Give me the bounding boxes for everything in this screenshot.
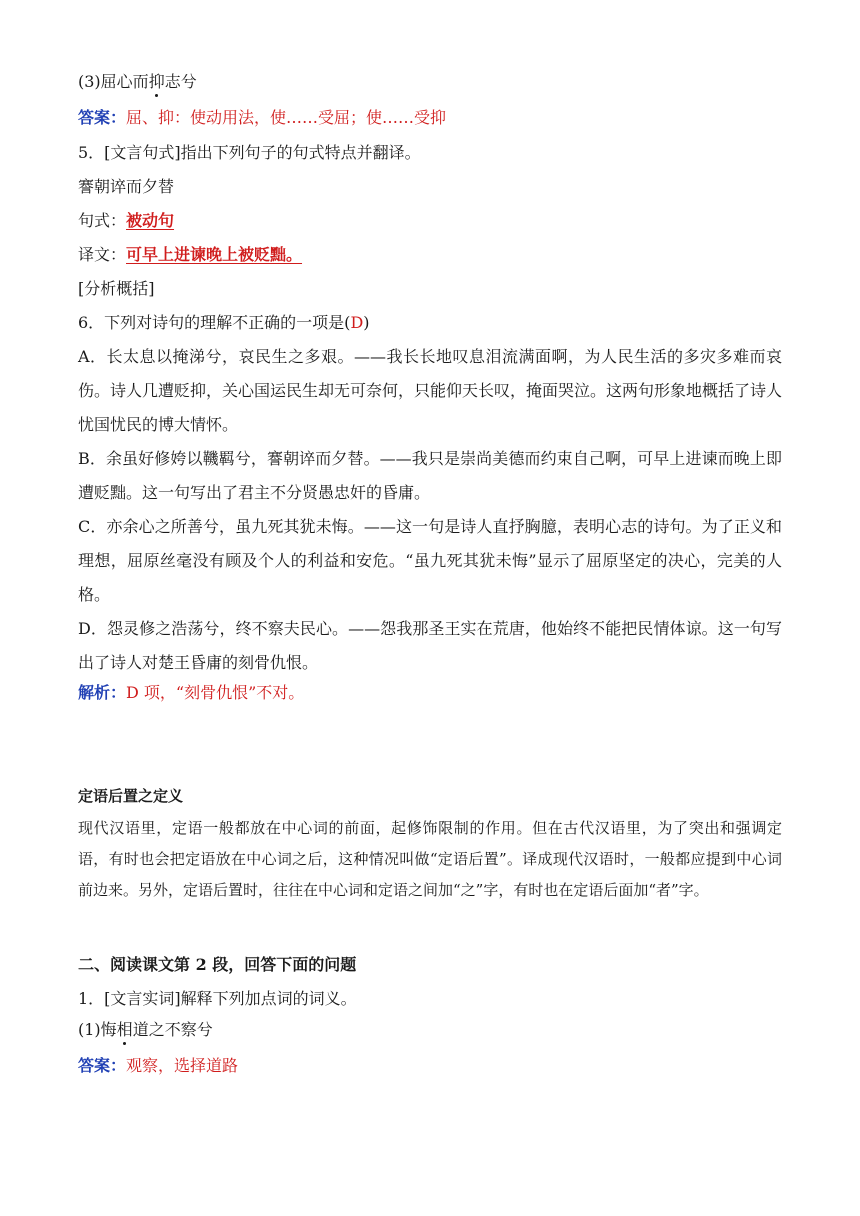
- section2-title: 二、阅读课文第 2 段，回答下面的问题: [78, 955, 357, 974]
- q6-option-c: C．亦余心之所善兮，虽九死其犹未悔。——这一句是诗人直抒胸臆，表明心志的诗句。为了正义和理想，屈原丝毫没有顾及个人的利益和安危。“虽九死其犹未悔”显示了屈原坚定的决心，完美的人格。: [78, 517, 782, 604]
- q3-item-before: 屈心而: [100, 72, 149, 91]
- section2-q1-title: 1．[文言实词]解释下列加点词的词义。: [78, 989, 357, 1008]
- q6-stem: [78, 313, 370, 333]
- answer-label: 答案：: [78, 1056, 127, 1075]
- q5-type-answer: 被动句: [126, 211, 175, 230]
- section2-item-after: 道之不察兮: [132, 1020, 213, 1039]
- q6-option-d: D．怨灵修之浩荡兮，终不察夫民心。——怨我那圣王实在荒唐，他始终不能把民情体谅。这一句写出了诗人对楚王昏庸的刻骨仇恨。: [78, 619, 782, 672]
- q6-answer: D: [350, 313, 364, 332]
- section2-item-dotted-word: 相: [116, 1020, 133, 1039]
- q5-title: 5．[文言句式]指出下列句子的句式特点并翻译。: [78, 143, 421, 162]
- answer-text: 观察，选择道路: [126, 1056, 239, 1075]
- answer-label: 答案：: [78, 108, 127, 127]
- q5-type-label: 句式：: [78, 211, 127, 230]
- section-analysis-heading: [分析概括]: [78, 279, 155, 298]
- section2-item-prefix: (1)悔: [78, 1020, 117, 1039]
- q6-analysis: [78, 683, 304, 703]
- q3-item-after: 志兮: [164, 72, 197, 91]
- analysis-text: D 项，“刻骨仇恨”不对。: [126, 683, 305, 702]
- section2-item: [78, 1020, 213, 1040]
- q5-type: [78, 211, 174, 231]
- q3-answer: [78, 108, 446, 128]
- q6-stem-end: ): [363, 313, 370, 332]
- q3-item: [78, 72, 197, 92]
- q6-option-a: A．长太息以掩涕兮，哀民生之多艰。——我长长地叹息泪流满面啊，为人民生活的多灾多难而哀伤。诗人几遭贬抑，关心国运民生却无可奈何，只能仰天长叹，掩面哭泣。这两句形象地概括了诗人忧国忧民的博大情怀。: [78, 347, 783, 434]
- q6-stem-text: 6．下列对诗句的理解不正确的一项是(: [78, 313, 351, 332]
- q5-translation: [78, 245, 302, 265]
- q5-translation-answer: 可早上进谏晚上被贬黜。: [126, 245, 303, 264]
- q3-item-dotted-word: 抑: [148, 72, 165, 91]
- q3-item-prefix: (3): [78, 72, 101, 91]
- definition-title: 定语后置之定义: [78, 787, 184, 805]
- section2-answer: [78, 1056, 238, 1076]
- q5-sentence: 謇朝谇而夕替: [78, 177, 175, 196]
- analysis-label: 解析：: [78, 683, 127, 702]
- q6-option-b: B．余虽好修姱以鞿羁兮，謇朝谇而夕替。——我只是崇尚美德而约束自己啊，可早上进谏而晚上即遭贬黜。这一句写出了君主不分贤愚忠奸的昏庸。: [78, 449, 782, 502]
- definition-body: 现代汉语里，定语一般都放在中心词的前面，起修饰限制的作用。但在古代汉语里，为了突出和强调定语，有时也会把定语放在中心词之后，这种情况叫做“定语后置”。译成现代汉语时，一般都应提到中心词前边来。另外，定语后置时，往往在中心词和定语之间加“之”字，有时也在定语后面加“者”字。: [78, 819, 782, 899]
- answer-text: 屈、抑：使动用法，使……受屈；使……受抑: [126, 108, 447, 127]
- q5-translation-label: 译文：: [78, 245, 127, 264]
